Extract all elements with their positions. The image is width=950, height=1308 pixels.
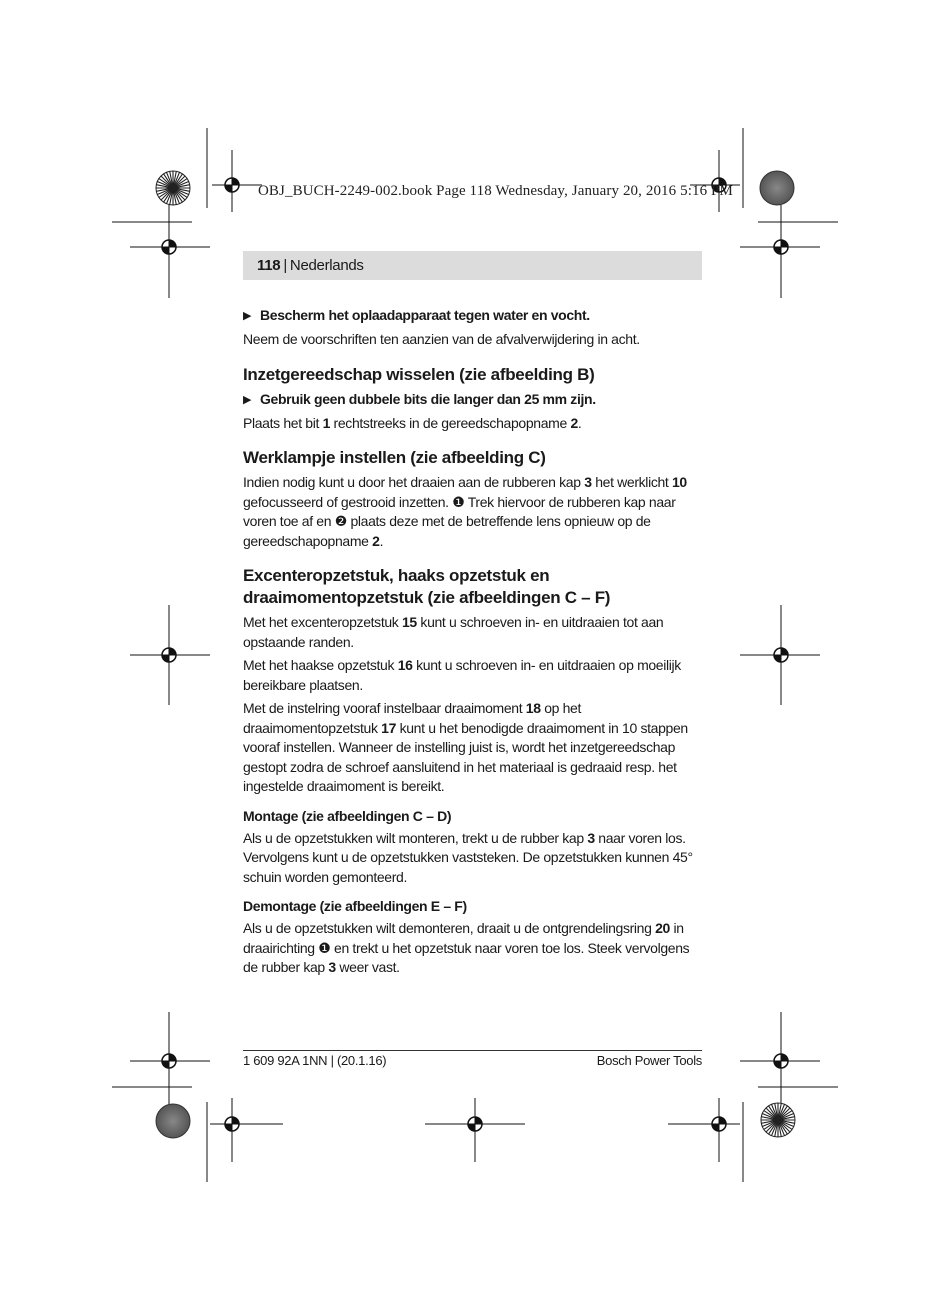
heading-mounting: Montage (zie afbeeldingen C – D) xyxy=(243,807,452,824)
footer-brand: Bosch Power Tools xyxy=(596,1053,702,1068)
footer-document-number: 1 609 92A 1NN | (20.1.16) xyxy=(243,1053,387,1068)
warning-water-text: Bescherm het oplaadapparaat tegen water en vocht. xyxy=(260,307,590,323)
page-header-bar xyxy=(243,251,702,280)
warning-bits-text: Gebruik geen dubbele bits die langer dan 25 mm zijn. xyxy=(260,390,596,407)
heading-attachments: Excenteropzetstuk, haaks opzetstuk en draaimomentopzetstuk (zie afbeeldingen C – F) xyxy=(243,566,611,607)
step-1-icon: ❶ xyxy=(452,493,465,510)
warning-triangle-icon: ▶ xyxy=(243,393,252,406)
eccentric-paragraph: Met het excenteropzetstuk 15 kunt u schroeven in- en uitdraaien tot aan opstaande randen. xyxy=(243,614,664,650)
print-slug-line: OBJ_BUCH-2249-002.book Page 118 Wednesday, January 20, 2016 5:16 PM xyxy=(258,183,733,199)
warning-triangle-icon: ▶ xyxy=(243,310,252,322)
page-body xyxy=(243,306,705,982)
step-2-icon: ❷ xyxy=(334,513,347,529)
header-language: Nederlands xyxy=(289,257,364,274)
heading-tool-change: Inzetgereedschap wisselen (zie afbeelding B) xyxy=(243,364,595,384)
place-bit-paragraph: Plaats het bit 1 rechtstreeks in de gereedschapopname 2. xyxy=(243,414,582,431)
disposal-paragraph: Neem de voorschriften ten aanzien van de afvalverwijdering in acht. xyxy=(243,331,640,347)
heading-dismounting: Demontage (zie afbeeldingen E – F) xyxy=(243,898,467,914)
torque-paragraph: Met de instelring vooraf instelbaar draaimoment 18 op het draaimomentopzetstuk 17 kunt u het benodigde draaimoment in 10 stappen vooraf instellen. Wanneer de instelling juist is, wordt het inzetgereedschap gestopt zodra de schroef aansluitend in het materiaal is gedraaid resp. het ingestelde draaimoment is bereikt. xyxy=(243,700,688,794)
work-light-paragraph: Indien nodig kunt u door het draaien aan de rubberen kap 3 het werklicht 10 gefocusseerd of gestrooid inzetten. ❶ Trek hiervoor de rubberen kap naar voren toe af en ❷ plaats deze met de betreffende lens opnieuw op de gereedschapopname 2. xyxy=(243,474,687,549)
heading-work-light: Werklampje instellen (zie afbeelding C) xyxy=(243,448,546,467)
warning-water xyxy=(243,306,705,326)
dismounting-paragraph: Als u de opzetstukken wilt demonteren, draait u de ontgrendelingsring 20 in draairichting ❶ en trekt u het opzetstuk naar voren toe los. Steek vervolgens de rubber kap 3 weer vast. xyxy=(243,920,690,975)
step-1-icon: ❶ xyxy=(318,939,331,956)
footer-rule xyxy=(243,1050,702,1051)
mounting-paragraph: Als u de opzetstukken wilt monteren, trekt u de rubber kap 3 naar voren los. Vervolgens kunt u de opzetstukken vaststeken. De opzetstukken kunnen 45° schuin worden gemonteerd. xyxy=(243,829,693,885)
angle-paragraph: Met het haakse opzetstuk 16 kunt u schroeven in- en uitdraaien op moeilijk bereikbare plaatsen. xyxy=(243,657,681,693)
warning-bits xyxy=(243,390,705,410)
page-number: 118 xyxy=(257,257,281,274)
header-separator: | xyxy=(283,257,287,274)
